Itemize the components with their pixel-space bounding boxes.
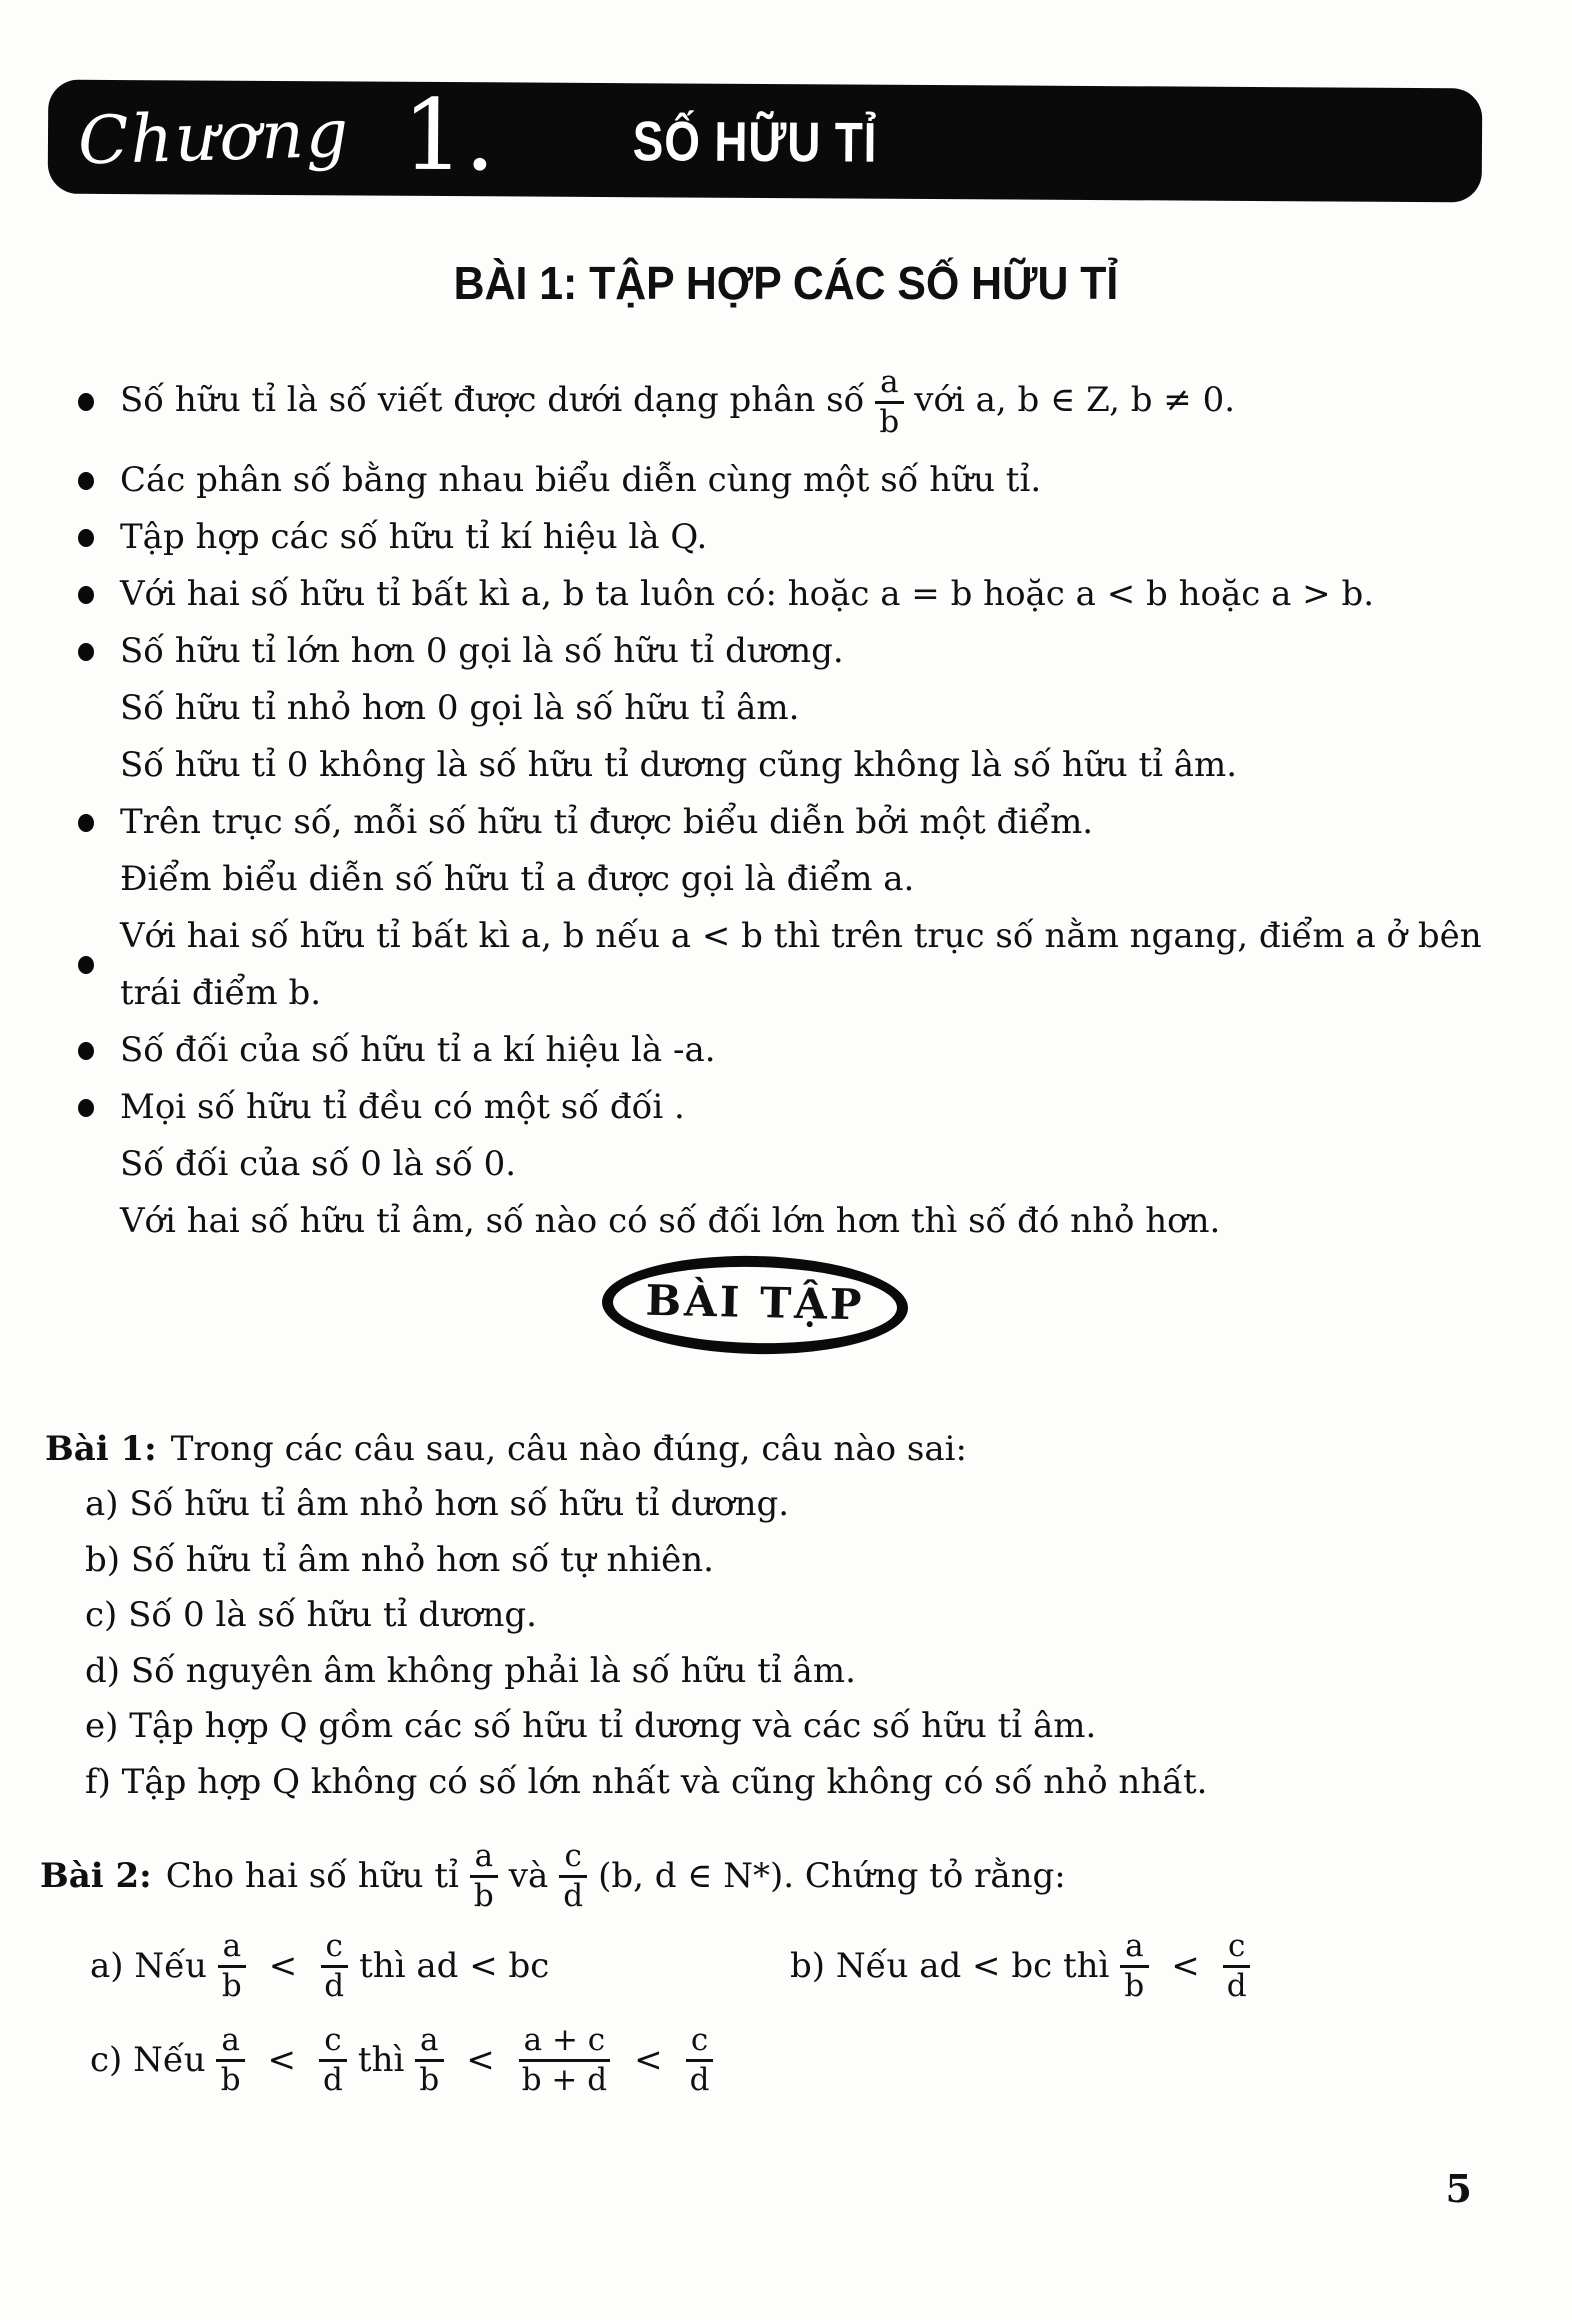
exercise-2-item-text: c) Nếu bbox=[90, 2040, 206, 2081]
fact-text: Tập hợp các số hữu tỉ kí hiệu là Q. bbox=[120, 517, 708, 557]
fact-text: Với hai số hữu tỉ bất kì a, b nếu a < b thì trên trục số nằm ngang, điểm a ở bên trái điểm b. bbox=[120, 916, 1482, 1013]
fraction-a-over-b: $\frac{a}{b}$ bbox=[469, 1838, 499, 1914]
chapter-title: SỐ HỮU TỈ bbox=[632, 108, 878, 174]
fraction-sum: $\frac{a + c}{b + d}$ bbox=[517, 2022, 612, 2098]
exercise-2-intro-text: Cho hai số hữu tỉ bbox=[165, 1856, 459, 1897]
chapter-header-bar bbox=[48, 80, 1483, 203]
less-than-sign: < bbox=[466, 2040, 495, 2081]
bullet-icon bbox=[78, 1099, 94, 1117]
fact-line bbox=[78, 509, 1526, 566]
exercise-1 bbox=[45, 1422, 1516, 1810]
exercise-2-item-text: b) Nếu ad < bc thì bbox=[790, 1946, 1110, 1987]
fraction-a-over-b: $\frac{a}{b}$ bbox=[874, 364, 904, 440]
fraction-a-over-b: $\frac{a}{b}$ bbox=[414, 2022, 444, 2098]
fact-line bbox=[78, 1193, 1526, 1250]
exercise-2-item-text: a) Nếu bbox=[90, 1946, 207, 1987]
bullet-icon bbox=[78, 956, 94, 974]
bullet-icon bbox=[78, 472, 94, 490]
exercise-1-item: f) Tập hợp Q không có số lớn nhất và cũng không có số nhỏ nhất. bbox=[85, 1761, 1208, 1802]
fact-text: với a, b ∈ Z, b ≠ 0. bbox=[914, 380, 1236, 420]
fact-text: Với hai số hữu tỉ bất kì a, b ta luôn có: hoặc a = b hoặc a < b hoặc a > b. bbox=[120, 574, 1375, 614]
lesson-title: BÀI 1: TẬP HỢP CÁC SỐ HỮU TỈ bbox=[453, 257, 1119, 309]
fact-line bbox=[78, 851, 1526, 908]
exercises-badge bbox=[601, 1253, 909, 1357]
fact-text: Các phân số bằng nhau biểu diễn cùng một số hữu tỉ. bbox=[120, 460, 1042, 500]
chapter-number: 1. bbox=[401, 78, 496, 194]
fraction-a-over-b: $\frac{a}{b}$ bbox=[216, 2022, 246, 2098]
bullet-icon bbox=[78, 643, 94, 661]
fact-text: Số hữu tỉ lớn hơn 0 gọi là số hữu tỉ dương. bbox=[120, 631, 844, 671]
bullet-icon bbox=[78, 586, 94, 604]
exercise-2-item-a bbox=[90, 1928, 790, 2004]
fact-line bbox=[78, 908, 1526, 1022]
exercise-1-label: Bài 1: bbox=[45, 1429, 157, 1469]
fact-text: Với hai số hữu tỉ âm, số nào có số đối lớn hơn thì số đó nhỏ hơn. bbox=[120, 1201, 1221, 1241]
exercise-2-item-c bbox=[90, 2022, 724, 2098]
fact-line bbox=[78, 452, 1526, 509]
fact-line bbox=[78, 566, 1526, 623]
fraction-a-over-b: $\frac{a}{b}$ bbox=[1119, 1928, 1149, 2004]
exercise-2 bbox=[40, 1838, 1532, 2098]
fact-text: Mọi số hữu tỉ đều có một số đối . bbox=[120, 1087, 685, 1127]
fact-line bbox=[78, 1136, 1526, 1193]
exercise-1-item: a) Số hữu tỉ âm nhỏ hơn số hữu tỉ dương. bbox=[85, 1484, 790, 1524]
less-than-sign: < bbox=[634, 2040, 663, 2081]
fact-line bbox=[78, 794, 1526, 851]
less-than-sign: < bbox=[268, 1946, 298, 1987]
exercise-2-label: Bài 2: bbox=[40, 1856, 152, 1897]
fraction-c-over-d: $\frac{c}{d}$ bbox=[558, 1838, 588, 1914]
fact-text: Điểm biểu diễn số hữu tỉ a được gọi là điểm a. bbox=[120, 859, 915, 899]
bullet-icon bbox=[78, 814, 94, 832]
exercise-1-item: b) Số hữu tỉ âm nhỏ hơn số tự nhiên. bbox=[85, 1539, 714, 1580]
exercise-1-item: e) Tập hợp Q gồm các số hữu tỉ dương và các số hữu tỉ âm. bbox=[85, 1706, 1097, 1746]
fraction-a-over-b: $\frac{a}{b}$ bbox=[217, 1928, 247, 2004]
exercise-1-intro: Trong các câu sau, câu nào đúng, câu nào sai: bbox=[170, 1429, 967, 1469]
less-than-sign: < bbox=[267, 2040, 297, 2081]
exercises-badge-label: BÀI TẬP bbox=[645, 1275, 865, 1329]
fact-text: Số hữu tỉ nhỏ hơn 0 gọi là số hữu tỉ âm. bbox=[120, 688, 800, 728]
fact-line bbox=[78, 1079, 1526, 1136]
fact-line bbox=[78, 352, 1526, 452]
bullet-icon bbox=[78, 393, 94, 411]
exercise-1-item: d) Số nguyên âm không phải là số hữu tỉ âm. bbox=[85, 1650, 856, 1691]
fact-line bbox=[78, 680, 1526, 737]
fraction-c-over-d: $\frac{c}{d}$ bbox=[1222, 1928, 1252, 2004]
fact-line bbox=[78, 623, 1526, 680]
exercise-2-item-text: thì ad < bc bbox=[359, 1946, 550, 1987]
fraction-c-over-d: $\frac{c}{d}$ bbox=[319, 1928, 349, 2004]
exercise-1-items bbox=[85, 1477, 1516, 1810]
fact-text: Số đối của số hữu tỉ a kí hiệu là -a. bbox=[120, 1030, 716, 1070]
fact-text: Số hữu tỉ là số viết được dưới dạng phân số bbox=[120, 380, 865, 420]
fact-line bbox=[78, 737, 1526, 794]
exercise-2-intro bbox=[40, 1838, 1532, 1914]
fraction-c-over-d: $\frac{c}{d}$ bbox=[685, 2022, 715, 2098]
fact-line bbox=[78, 1022, 1526, 1079]
facts-list bbox=[78, 352, 1526, 1250]
less-than-sign: < bbox=[1171, 1946, 1200, 1987]
exercises-badge-wrap bbox=[0, 1256, 1572, 1354]
chapter-word: Chương bbox=[76, 94, 352, 180]
exercise-2-item-text: thì bbox=[357, 2040, 405, 2081]
exercise-1-item: c) Số 0 là số hữu tỉ dương. bbox=[85, 1595, 537, 1635]
exercise-2-intro-text: và bbox=[508, 1856, 549, 1897]
bullet-icon bbox=[78, 529, 94, 547]
fact-text: Số hữu tỉ 0 không là số hữu tỉ dương cũng không là số hữu tỉ âm. bbox=[120, 745, 1238, 785]
fraction-c-over-d: $\frac{c}{d}$ bbox=[318, 2022, 348, 2098]
exercise-2-intro-text: (b, d ∈ N*). Chứng tỏ rằng: bbox=[598, 1856, 1066, 1897]
bullet-icon bbox=[78, 1042, 94, 1060]
page-number: 5 bbox=[1445, 2166, 1472, 2211]
exercise-2-item-b bbox=[790, 1928, 1262, 2004]
fact-text: Số đối của số 0 là số 0. bbox=[120, 1144, 517, 1184]
fact-text: Trên trục số, mỗi số hữu tỉ được biểu diễn bởi một điểm. bbox=[120, 802, 1094, 842]
